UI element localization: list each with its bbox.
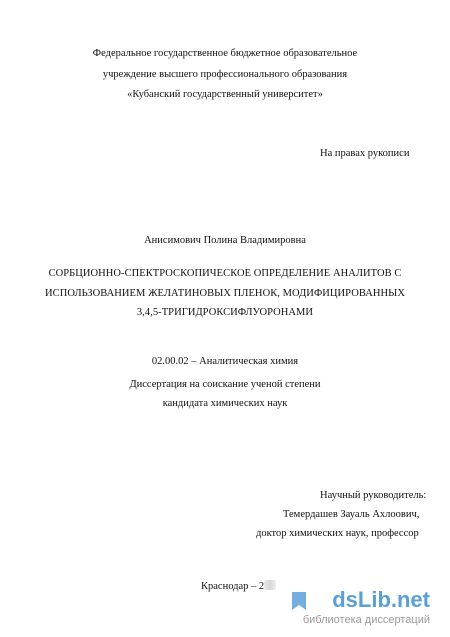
author-name: Анисимович Полина Владимировна [144, 235, 306, 246]
watermark [290, 588, 440, 634]
organization-line-1: Федеральное государственное бюджетное образовательное [92, 48, 358, 59]
obscured-year-digits [264, 580, 276, 590]
city-year-text: Краснодар – 2 [201, 581, 265, 592]
supervisor-title: доктор химических наук, профессор [256, 528, 419, 539]
degree-line-2: кандидата химических наук [162, 398, 288, 409]
bookmark-icon [290, 590, 308, 612]
organization-line-2: учреждение высшего профессионального образования [102, 69, 348, 80]
supervisor-label: Научный руководитель: [320, 490, 427, 501]
title-line-3: 3,4,5-ТРИГИДРОКСИФЛУОРОНАМИ [136, 307, 314, 318]
manuscript-note: На правах рукописи [320, 148, 410, 159]
supervisor-name: Темердашев Зауаль Ахлоович, [283, 509, 420, 520]
organization-line-3: «Кубанский государственный университет» [127, 89, 323, 100]
watermark-logo: dsLib.net [332, 587, 430, 612]
watermark-subtitle: библиотека диссертаций [302, 614, 430, 626]
title-line-2: ИСПОЛЬЗОВАНИЕМ ЖЕЛАТИНОВЫХ ПЛЕНОК, МОДИФИЦИРОВАННЫХ [45, 288, 405, 299]
city-year [201, 580, 276, 593]
specialty: 02.00.02 – Аналитическая химия [151, 356, 299, 367]
degree-line-1: Диссертация на соискание ученой степени [129, 379, 321, 390]
title-line-1: СОРБЦИОННО-СПЕКТРОСКОПИЧЕСКОЕ ОПРЕДЕЛЕНИЕ АНАЛИТОВ С [48, 268, 402, 279]
